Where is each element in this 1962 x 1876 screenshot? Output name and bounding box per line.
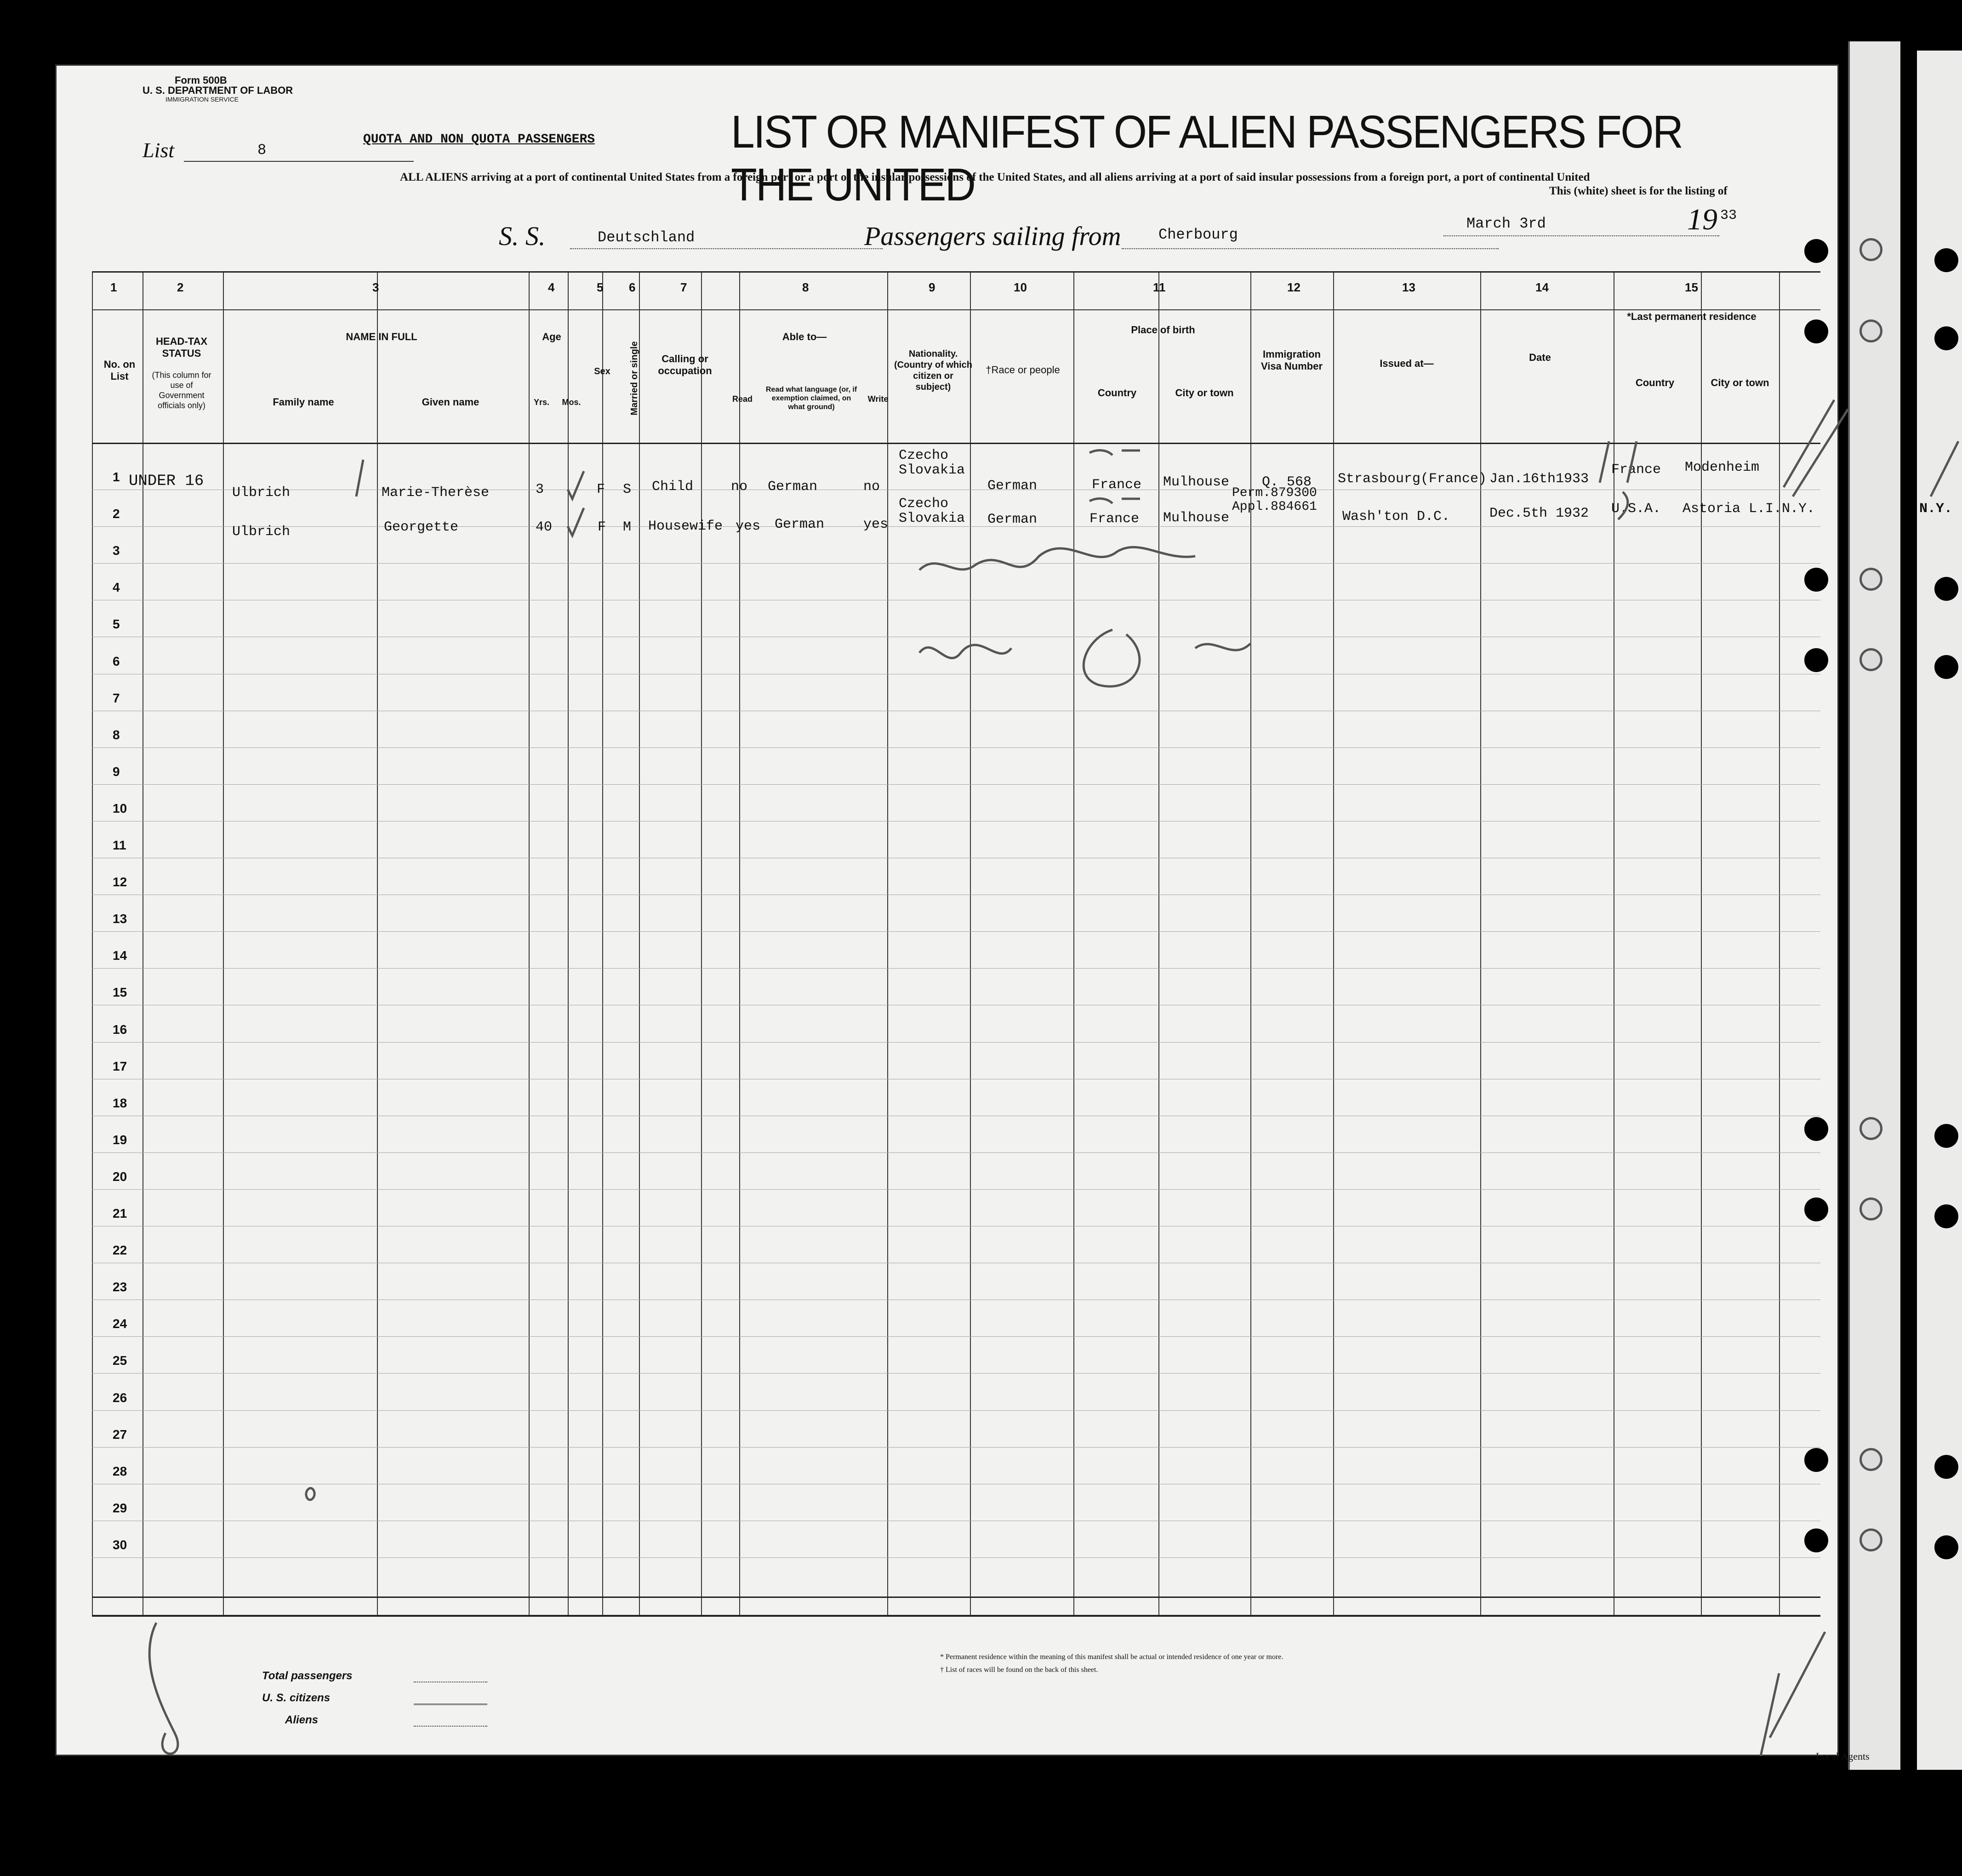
row-number: 28	[113, 1464, 127, 1478]
p2-res-country: U.S.A.	[1611, 501, 1661, 517]
footnote-residence: * Permanent residence within the meaning of this manifest shall be actual or intended residence of one year or more.	[940, 1653, 1283, 1661]
head-yrs: Yrs.	[533, 398, 550, 407]
head-given-name: Given name	[422, 396, 479, 408]
p2-issued-at: Wash'ton D.C.	[1342, 509, 1450, 525]
p2-nationality: Czecho Slovakia	[899, 496, 965, 526]
p1-res-city: Modenheim	[1685, 460, 1760, 475]
col-num-10: 10	[1014, 280, 1027, 294]
col-num-7: 7	[680, 280, 687, 294]
p1-issued-at: Strasbourg(France)	[1338, 471, 1487, 487]
row-number: 23	[113, 1280, 127, 1294]
p2-family-name: Ulbrich	[232, 524, 291, 540]
p1-visa-date: Jan.16th1933	[1489, 471, 1589, 487]
margin-text: N.Y.	[1919, 501, 1953, 517]
p2-read: yes	[736, 519, 761, 534]
p1-head-tax: UNDER 16	[129, 473, 204, 490]
head-calling: Calling or occupation	[658, 353, 712, 376]
head-birth-country: Country	[1097, 387, 1137, 399]
ss-label: S. S.	[499, 221, 546, 251]
p1-race: German	[987, 478, 1038, 494]
p1-marital: S	[623, 482, 632, 497]
p1-family-name: Ulbrich	[232, 485, 291, 501]
p1-read: no	[731, 479, 748, 495]
p1-occupation: Child	[652, 479, 694, 495]
us-citizens-label: U. S. citizens	[262, 1692, 331, 1704]
col-num-4: 4	[548, 280, 555, 294]
col-num-5: 5	[597, 280, 604, 294]
head-mos: Mos.	[562, 398, 581, 407]
p1-age: 3	[536, 482, 544, 497]
aliens-label: Aliens	[285, 1714, 319, 1726]
head-nationality: Nationality. (Country of which citizen or subject)	[894, 349, 972, 392]
p1-given-name: Marie-Therèse	[382, 485, 490, 501]
p1-sex: F	[597, 482, 605, 497]
row-number: 13	[113, 912, 127, 926]
list-number: 8	[257, 142, 267, 159]
port-name: Cherbourg	[1158, 226, 1238, 243]
row-number: 30	[113, 1537, 127, 1552]
p1-nationality: Czecho Slovakia	[899, 448, 965, 478]
service-label: IMMIGRATION SERVICE	[165, 96, 239, 103]
row-number: 8	[113, 727, 120, 742]
p2-visa-date: Dec.5th 1932	[1489, 506, 1589, 521]
col-num-12: 12	[1287, 280, 1300, 294]
head-res-city: City or town	[1711, 377, 1769, 388]
row-number: 1	[113, 470, 120, 484]
row-number: 25	[113, 1353, 127, 1368]
head-write: Write	[867, 394, 889, 404]
head-head-tax-note: (This column for use of Government officials only)	[152, 371, 211, 410]
head-sex: Sex	[594, 366, 610, 376]
p2-write: yes	[863, 517, 889, 532]
col-num-14: 14	[1535, 280, 1549, 294]
row-number: 9	[113, 764, 120, 779]
year-prefix: 19	[1687, 203, 1717, 236]
row-number: 12	[113, 875, 127, 890]
year-suffix: 33	[1720, 208, 1737, 223]
row-number: 21	[113, 1206, 127, 1220]
p2-language: German	[775, 517, 825, 532]
department-label: U. S. DEPARTMENT OF LABOR	[143, 85, 293, 96]
col-num-9: 9	[929, 280, 935, 294]
head-visa-date: Date	[1529, 352, 1551, 363]
p1-write: no	[863, 479, 880, 495]
p2-birth-city: Mulhouse	[1163, 510, 1230, 526]
row-number: 17	[113, 1059, 127, 1073]
col-num-8: 8	[802, 280, 809, 294]
head-birth-city: City or town	[1175, 387, 1234, 399]
row-number: 15	[113, 985, 127, 1000]
head-head-tax: HEAD-TAX STATUS	[155, 336, 208, 359]
row-number: 24	[113, 1317, 127, 1331]
page-title: LIST OR MANIFEST OF ALIEN PASSENGERS FOR THE UNITED	[731, 106, 1683, 211]
local-agents-label: Local Agents	[1816, 1751, 1870, 1762]
col-num-11: 11	[1153, 280, 1166, 294]
head-age: Age	[542, 331, 561, 342]
row-number: 22	[113, 1243, 127, 1258]
p2-birth-country: France	[1089, 511, 1140, 527]
footnote-races: † List of races will be found on the back of this sheet.	[940, 1666, 1098, 1674]
row-number: 16	[113, 1022, 127, 1037]
head-visa-number: Immigration Visa Number	[1260, 348, 1323, 372]
form-number: Form 500B	[175, 74, 227, 86]
head-read-language: Read what language (or, if exemption claimed, on what ground)	[765, 386, 857, 411]
col-num-2: 2	[177, 280, 184, 294]
row-number: 18	[113, 1095, 127, 1110]
head-married: Married or single	[629, 341, 639, 416]
head-name-in-full: NAME IN FULL	[346, 331, 417, 342]
head-last-residence: *Last permanent residence	[1627, 311, 1757, 322]
head-place-of-birth: Place of birth	[1131, 324, 1195, 336]
head-res-country: Country	[1635, 377, 1675, 388]
row-number: 10	[113, 801, 127, 815]
p2-given-name: Georgette	[384, 519, 459, 535]
row-number: 27	[113, 1427, 127, 1442]
head-able-to: Able to—	[782, 331, 827, 342]
row-number: 19	[113, 1132, 127, 1147]
row-number: 3	[113, 543, 120, 558]
row-number: 4	[113, 580, 120, 595]
p1-language: German	[768, 479, 818, 495]
ship-name: Deutschland	[598, 229, 695, 246]
head-race: †Race or people	[986, 364, 1060, 376]
p1-res-country: France	[1611, 462, 1661, 478]
p1-visa: Q. 568	[1262, 474, 1312, 490]
head-issued-at: Issued at—	[1380, 358, 1434, 369]
row-number: 6	[113, 654, 120, 668]
row-number: 20	[113, 1169, 127, 1184]
p1-birth-city: Mulhouse	[1163, 474, 1230, 490]
col-num-6: 6	[629, 280, 636, 294]
p2-sex: F	[598, 519, 606, 535]
row-number: 26	[113, 1390, 127, 1405]
p1-birth-country: France	[1092, 477, 1142, 493]
head-read: Read	[732, 394, 753, 404]
row-number: 11	[113, 838, 126, 852]
col-num-15: 15	[1685, 280, 1698, 294]
col-num-13: 13	[1402, 280, 1415, 294]
col-num-3: 3	[372, 280, 379, 294]
list-label: List	[143, 138, 175, 162]
head-family-name: Family name	[273, 396, 334, 408]
head-no-on-list: No. on List	[103, 359, 136, 382]
row-number: 5	[113, 617, 120, 632]
row-number: 29	[113, 1500, 127, 1515]
sailing-label: Passengers sailing from	[864, 221, 1121, 251]
row-number: 2	[113, 507, 120, 521]
p2-occupation: Housewife	[648, 519, 723, 534]
sailing-date: March 3rd	[1466, 215, 1546, 232]
col-num-1: 1	[110, 280, 117, 294]
p2-visa: Perm.879300 Appl.884661	[1232, 486, 1317, 514]
row-number: 7	[113, 690, 120, 705]
total-passengers-label: Total passengers	[262, 1670, 353, 1682]
row-number: 14	[113, 948, 127, 963]
instruction-line-1: ALL ALIENS arriving at a port of continental United States from a foreign port or a port of the insular possessions of the United States, and all aliens arriving at a port of said insular possessions from a foreign port, a port of continental United	[400, 171, 1590, 183]
p2-marital: M	[623, 519, 632, 535]
p2-race: German	[987, 512, 1038, 527]
p2-res-city: Astoria L.I.N.Y.	[1683, 501, 1815, 517]
list-type: QUOTA AND NON QUOTA PASSENGERS	[363, 132, 595, 147]
instruction-line-2: This (white) sheet is for the listing of	[1549, 185, 1728, 197]
p2-age: 40	[536, 519, 553, 535]
